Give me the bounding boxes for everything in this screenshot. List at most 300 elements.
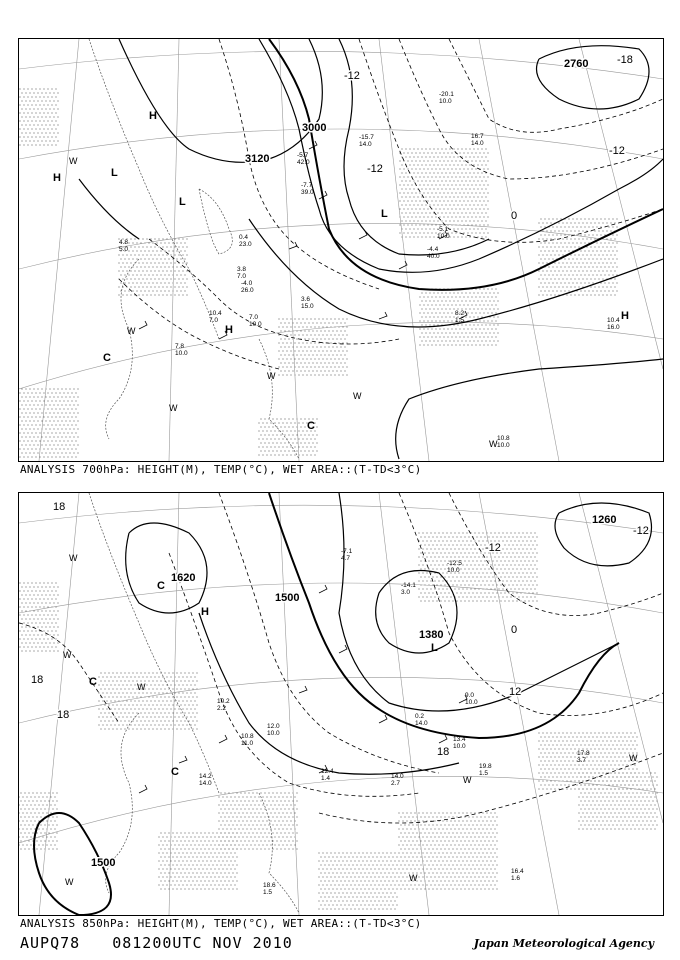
wet-area-dot xyxy=(413,172,414,173)
wet-area-dot xyxy=(574,748,575,749)
wet-area-dot xyxy=(170,254,171,255)
wet-area-dot xyxy=(469,228,470,229)
wet-area-dot xyxy=(612,258,613,259)
wet-area-dot xyxy=(432,544,433,545)
wet-area-dot xyxy=(31,408,32,409)
wet-area-dot xyxy=(606,788,607,789)
wet-area-dot xyxy=(300,346,301,347)
wet-area-dot xyxy=(618,780,619,781)
wet-area-dot xyxy=(470,836,471,837)
wet-area-dot xyxy=(582,278,583,279)
wet-area-dot xyxy=(578,222,579,223)
wet-area-dot xyxy=(67,392,68,393)
wet-area-dot xyxy=(454,556,455,557)
wet-area-dot xyxy=(69,452,70,453)
wet-area-dot xyxy=(432,560,433,561)
wet-area-dot xyxy=(441,300,442,301)
wet-area-dot xyxy=(409,212,410,213)
wet-area-dot xyxy=(448,600,449,601)
wet-area-dot xyxy=(426,868,427,869)
wet-area-dot xyxy=(48,792,49,793)
wet-area-dot xyxy=(578,294,579,295)
wet-area-dot xyxy=(451,312,452,313)
wet-area-dot xyxy=(467,304,468,305)
wet-area-dot xyxy=(602,796,603,797)
wet-area-dot xyxy=(612,242,613,243)
wet-area-dot xyxy=(564,258,565,259)
wet-area-dot xyxy=(588,274,589,275)
wet-area-dot xyxy=(457,236,458,237)
wet-area-dot xyxy=(598,294,599,295)
wet-area-dot xyxy=(462,588,463,589)
wet-area-dot xyxy=(430,540,431,541)
wet-area-dot xyxy=(432,856,433,857)
wet-area-dot xyxy=(475,168,476,169)
wet-area-dot xyxy=(29,586,30,587)
wet-area-dot xyxy=(278,430,279,431)
wet-area-dot xyxy=(104,672,105,673)
wet-area-dot xyxy=(496,600,497,601)
wet-area-dot xyxy=(184,274,185,275)
wet-area-dot xyxy=(456,848,457,849)
wet-area-dot xyxy=(403,200,404,201)
wet-area-dot xyxy=(140,274,141,275)
wet-area-dot xyxy=(484,592,485,593)
wet-area-dot xyxy=(472,552,473,553)
wet-area-dot xyxy=(564,282,565,283)
wet-area-dot xyxy=(19,416,20,417)
wet-area-dot xyxy=(562,222,563,223)
wet-area-dot xyxy=(27,646,28,647)
wet-area-dot xyxy=(481,228,482,229)
wet-area-dot xyxy=(132,290,133,291)
wet-area-dot xyxy=(458,828,459,829)
wet-area-dot xyxy=(256,792,257,793)
wet-area-dot xyxy=(550,254,551,255)
wet-area-dot xyxy=(618,804,619,805)
wet-area-dot xyxy=(180,250,181,251)
wet-area-dot xyxy=(508,592,509,593)
wet-area-dot xyxy=(112,720,113,721)
wet-area-dot xyxy=(578,804,579,805)
wet-area-dot xyxy=(630,796,631,797)
wet-area-dot xyxy=(180,242,181,243)
wet-area-dot xyxy=(102,724,103,725)
wet-area-dot xyxy=(29,140,30,141)
wet-area-dot xyxy=(248,808,249,809)
wet-area-dot xyxy=(421,292,422,293)
wet-area-dot xyxy=(106,676,107,677)
wet-area-dot xyxy=(55,440,56,441)
wet-area-dot xyxy=(322,318,323,319)
wet-area-dot xyxy=(37,602,38,603)
wet-area-dot xyxy=(439,152,440,153)
wind-marker: W xyxy=(127,326,136,336)
wet-area-dot xyxy=(558,222,559,223)
wet-area-dot xyxy=(506,556,507,557)
wet-area-dot xyxy=(542,764,543,765)
wet-area-dot xyxy=(65,396,66,397)
wet-area-dot xyxy=(465,156,466,157)
wet-area-dot xyxy=(160,266,161,267)
wet-area-dot xyxy=(512,600,513,601)
wet-area-dot xyxy=(467,232,468,233)
wet-area-dot xyxy=(454,588,455,589)
wet-area-dot xyxy=(52,792,53,793)
wet-area-dot xyxy=(31,456,32,457)
wet-area-dot xyxy=(154,716,155,717)
wet-area-dot xyxy=(134,238,135,239)
wet-area-dot xyxy=(588,250,589,251)
wet-area-dot xyxy=(280,354,281,355)
wet-area-dot xyxy=(405,220,406,221)
wet-area-dot xyxy=(596,226,597,227)
wet-area-dot xyxy=(51,582,52,583)
wet-area-dot xyxy=(612,226,613,227)
wet-area-dot xyxy=(471,344,472,345)
wet-area-dot xyxy=(475,192,476,193)
wet-area-dot xyxy=(27,128,28,129)
wet-area-dot xyxy=(47,88,48,89)
wet-area-dot xyxy=(282,844,283,845)
wet-area-dot xyxy=(548,218,549,219)
wet-area-dot xyxy=(146,238,147,239)
wet-area-dot xyxy=(412,856,413,857)
wet-area-dot xyxy=(458,540,459,541)
wet-area-dot xyxy=(512,576,513,577)
wet-area-dot xyxy=(27,582,28,583)
wet-area-dot xyxy=(564,776,565,777)
wet-area-dot xyxy=(430,852,431,853)
wet-area-dot xyxy=(592,218,593,219)
wet-area-dot xyxy=(487,184,488,185)
wet-area-dot xyxy=(73,452,74,453)
wet-area-dot xyxy=(178,708,179,709)
wet-area-dot xyxy=(490,884,491,885)
wet-area-dot xyxy=(404,864,405,865)
wet-area-dot xyxy=(471,224,472,225)
wet-area-dot xyxy=(442,540,443,541)
wet-area-dot xyxy=(422,556,423,557)
wet-area-dot xyxy=(104,696,105,697)
wet-area-dot xyxy=(332,346,333,347)
wet-area-dot xyxy=(443,184,444,185)
wet-area-dot xyxy=(51,408,52,409)
wet-area-dot xyxy=(445,188,446,189)
wet-area-dot xyxy=(39,622,40,623)
wet-area-dot xyxy=(284,824,285,825)
wet-area-dot xyxy=(152,242,153,243)
wet-area-dot xyxy=(466,532,467,533)
wet-area-dot xyxy=(290,366,291,367)
wet-area-dot xyxy=(282,446,283,447)
wet-area-dot xyxy=(322,334,323,335)
wet-area-dot xyxy=(475,200,476,201)
wet-area-dot xyxy=(146,708,147,709)
wet-area-dot xyxy=(558,764,559,765)
wet-area-dot xyxy=(65,436,66,437)
wet-area-dot xyxy=(258,454,259,455)
wet-area-dot xyxy=(602,262,603,263)
wet-area-dot xyxy=(448,576,449,577)
wet-area-dot xyxy=(614,238,615,239)
wet-area-dot xyxy=(30,836,31,837)
wet-area-dot xyxy=(570,748,571,749)
wet-area-dot xyxy=(244,800,245,801)
wet-area-dot xyxy=(429,220,430,221)
wet-area-dot xyxy=(580,768,581,769)
wet-area-dot xyxy=(242,804,243,805)
wet-area-dot xyxy=(484,576,485,577)
wet-area-dot xyxy=(427,160,428,161)
wet-area-dot xyxy=(75,440,76,441)
wet-area-dot xyxy=(440,856,441,857)
wet-area-dot xyxy=(451,232,452,233)
wet-area-dot xyxy=(612,218,613,219)
wet-area-dot xyxy=(29,388,30,389)
wet-area-dot xyxy=(469,300,470,301)
wet-area-dot xyxy=(156,290,157,291)
wet-area-dot xyxy=(426,860,427,861)
wet-area-dot xyxy=(480,856,481,857)
wet-area-dot xyxy=(526,596,527,597)
wet-area-dot xyxy=(308,434,309,435)
wet-area-dot xyxy=(344,362,345,363)
wet-area-dot xyxy=(140,728,141,729)
wet-area-dot xyxy=(152,680,153,681)
wet-area-dot xyxy=(71,448,72,449)
wet-area-dot xyxy=(580,266,581,267)
wet-area-dot xyxy=(508,560,509,561)
wet-area-dot xyxy=(449,220,450,221)
wet-area-dot xyxy=(574,270,575,271)
wet-area-dot xyxy=(554,286,555,287)
wet-area-dot xyxy=(240,808,241,809)
wet-area-dot xyxy=(538,222,539,223)
wet-area-dot xyxy=(160,688,161,689)
wet-area-dot xyxy=(302,318,303,319)
wet-area-dot xyxy=(411,152,412,153)
wet-area-dot xyxy=(51,96,52,97)
wet-area-dot xyxy=(33,586,34,587)
wet-area-dot xyxy=(308,346,309,347)
wet-area-dot xyxy=(592,792,593,793)
wet-area-dot xyxy=(272,792,273,793)
wet-area-dot xyxy=(35,646,36,647)
wet-area-dot xyxy=(73,412,74,413)
wet-area-dot xyxy=(469,316,470,317)
wet-area-dot xyxy=(606,732,607,733)
wet-area-dot xyxy=(570,222,571,223)
wet-area-dot xyxy=(578,246,579,247)
wet-area-dot xyxy=(600,800,601,801)
wet-area-dot xyxy=(120,274,121,275)
wet-area-dot xyxy=(510,540,511,541)
wet-area-dot xyxy=(166,716,167,717)
wet-area-dot xyxy=(174,700,175,701)
wet-area-dot xyxy=(412,816,413,817)
wet-area-dot xyxy=(409,196,410,197)
wet-area-dot xyxy=(552,242,553,243)
wet-area-dot xyxy=(431,344,432,345)
wet-area-dot xyxy=(630,780,631,781)
wet-area-dot xyxy=(592,282,593,283)
wet-area-dot xyxy=(431,336,432,337)
wet-area-dot xyxy=(49,116,50,117)
wet-area-dot xyxy=(170,278,171,279)
wet-area-dot xyxy=(304,426,305,427)
wet-area-dot xyxy=(450,532,451,533)
wet-area-dot xyxy=(484,864,485,865)
wet-area-dot xyxy=(469,204,470,205)
wet-area-dot xyxy=(500,600,501,601)
wet-area-dot xyxy=(160,250,161,251)
wet-area-dot xyxy=(282,350,283,351)
wet-area-dot xyxy=(580,234,581,235)
wet-area-dot xyxy=(476,888,477,889)
wet-area-dot xyxy=(479,296,480,297)
wet-area-dot xyxy=(402,860,403,861)
wet-area-dot xyxy=(39,144,40,145)
wet-area-dot xyxy=(536,552,537,553)
wet-area-dot xyxy=(51,144,52,145)
wet-area-dot xyxy=(35,614,36,615)
wet-area-dot xyxy=(437,316,438,317)
wet-area-dot xyxy=(628,736,629,737)
wet-area-dot xyxy=(27,432,28,433)
wet-area-dot xyxy=(492,536,493,537)
wet-area-dot xyxy=(312,370,313,371)
wet-area-dot xyxy=(403,168,404,169)
wet-area-dot xyxy=(23,432,24,433)
wet-area-dot xyxy=(420,872,421,873)
wet-area-dot xyxy=(55,598,56,599)
wet-area-dot xyxy=(474,884,475,885)
wet-area-dot xyxy=(150,716,151,717)
wet-area-dot xyxy=(140,250,141,251)
wet-area-dot xyxy=(446,820,447,821)
wet-area-dot xyxy=(431,328,432,329)
wet-area-dot xyxy=(433,164,434,165)
wet-area-dot xyxy=(562,270,563,271)
wet-area-dot xyxy=(590,804,591,805)
wet-area-dot xyxy=(560,744,561,745)
wet-area-dot xyxy=(33,396,34,397)
wet-area-dot xyxy=(268,840,269,841)
wet-area-dot xyxy=(636,768,637,769)
wet-area-dot xyxy=(172,688,173,689)
wet-area-dot xyxy=(164,688,165,689)
wet-area-dot xyxy=(468,576,469,577)
wet-area-dot xyxy=(598,732,599,733)
wet-area-dot xyxy=(19,408,20,409)
wet-area-dot xyxy=(55,144,56,145)
wet-area-dot xyxy=(176,290,177,291)
wet-area-dot xyxy=(502,532,503,533)
wet-area-dot xyxy=(596,242,597,243)
wet-area-dot xyxy=(443,296,444,297)
wet-area-dot xyxy=(556,752,557,753)
wet-area-dot xyxy=(292,354,293,355)
wet-area-dot xyxy=(166,724,167,725)
wet-area-dot xyxy=(590,764,591,765)
wet-area-dot xyxy=(270,820,271,821)
wet-area-dot xyxy=(642,780,643,781)
wet-area-dot xyxy=(624,752,625,753)
wet-area-dot xyxy=(106,700,107,701)
wet-area-dot xyxy=(270,836,271,837)
wet-area-dot xyxy=(636,776,637,777)
wet-area-dot xyxy=(540,242,541,243)
wet-area-dot xyxy=(458,852,459,853)
wet-area-dot xyxy=(420,544,421,545)
wet-area-dot xyxy=(574,772,575,773)
wet-area-dot xyxy=(160,274,161,275)
wet-area-dot xyxy=(410,844,411,845)
wet-area-dot xyxy=(154,254,155,255)
wet-area-dot xyxy=(114,700,115,701)
wet-area-dot xyxy=(516,544,517,545)
wet-area-dot xyxy=(126,294,127,295)
wet-area-dot xyxy=(632,784,633,785)
wet-area-dot xyxy=(316,322,317,323)
wet-area-dot xyxy=(430,572,431,573)
wet-area-dot xyxy=(33,650,34,651)
wet-area-dot xyxy=(26,836,27,837)
wet-area-dot xyxy=(246,828,247,829)
wet-area-dot xyxy=(407,224,408,225)
wet-area-dot xyxy=(526,564,527,565)
wet-area-dot xyxy=(429,180,430,181)
wet-area-dot xyxy=(45,92,46,93)
wet-area-dot xyxy=(51,432,52,433)
wet-area-dot xyxy=(298,342,299,343)
wet-area-dot xyxy=(41,436,42,437)
wet-area-dot xyxy=(430,580,431,581)
wet-area-dot xyxy=(104,728,105,729)
wet-area-dot xyxy=(564,274,565,275)
wet-area-dot xyxy=(48,824,49,825)
wet-area-dot xyxy=(308,442,309,443)
wet-area-dot xyxy=(540,784,541,785)
wet-area-dot xyxy=(422,852,423,853)
wet-area-dot xyxy=(485,180,486,181)
wet-area-dot xyxy=(150,270,151,271)
wet-area-dot xyxy=(560,784,561,785)
wet-area-dot xyxy=(230,828,231,829)
wet-area-dot xyxy=(457,172,458,173)
wet-area-dot xyxy=(146,700,147,701)
wet-area-dot xyxy=(300,354,301,355)
wet-area-dot xyxy=(27,408,28,409)
wet-area-dot xyxy=(568,768,569,769)
wet-area-dot xyxy=(453,292,454,293)
wet-area-dot xyxy=(572,760,573,761)
wet-area-dot xyxy=(594,756,595,757)
wet-area-dot xyxy=(540,218,541,219)
wet-area-dot xyxy=(642,796,643,797)
wet-area-dot xyxy=(262,430,263,431)
station-temperature: 4.8 xyxy=(119,239,129,246)
wet-area-dot xyxy=(264,442,265,443)
wet-area-dot xyxy=(568,760,569,761)
wet-area-dot xyxy=(548,736,549,737)
wet-area-dot xyxy=(27,112,28,113)
wet-area-dot xyxy=(444,584,445,585)
wet-area-dot xyxy=(29,650,30,651)
wet-area-dot xyxy=(477,324,478,325)
wet-area-dot xyxy=(284,832,285,833)
